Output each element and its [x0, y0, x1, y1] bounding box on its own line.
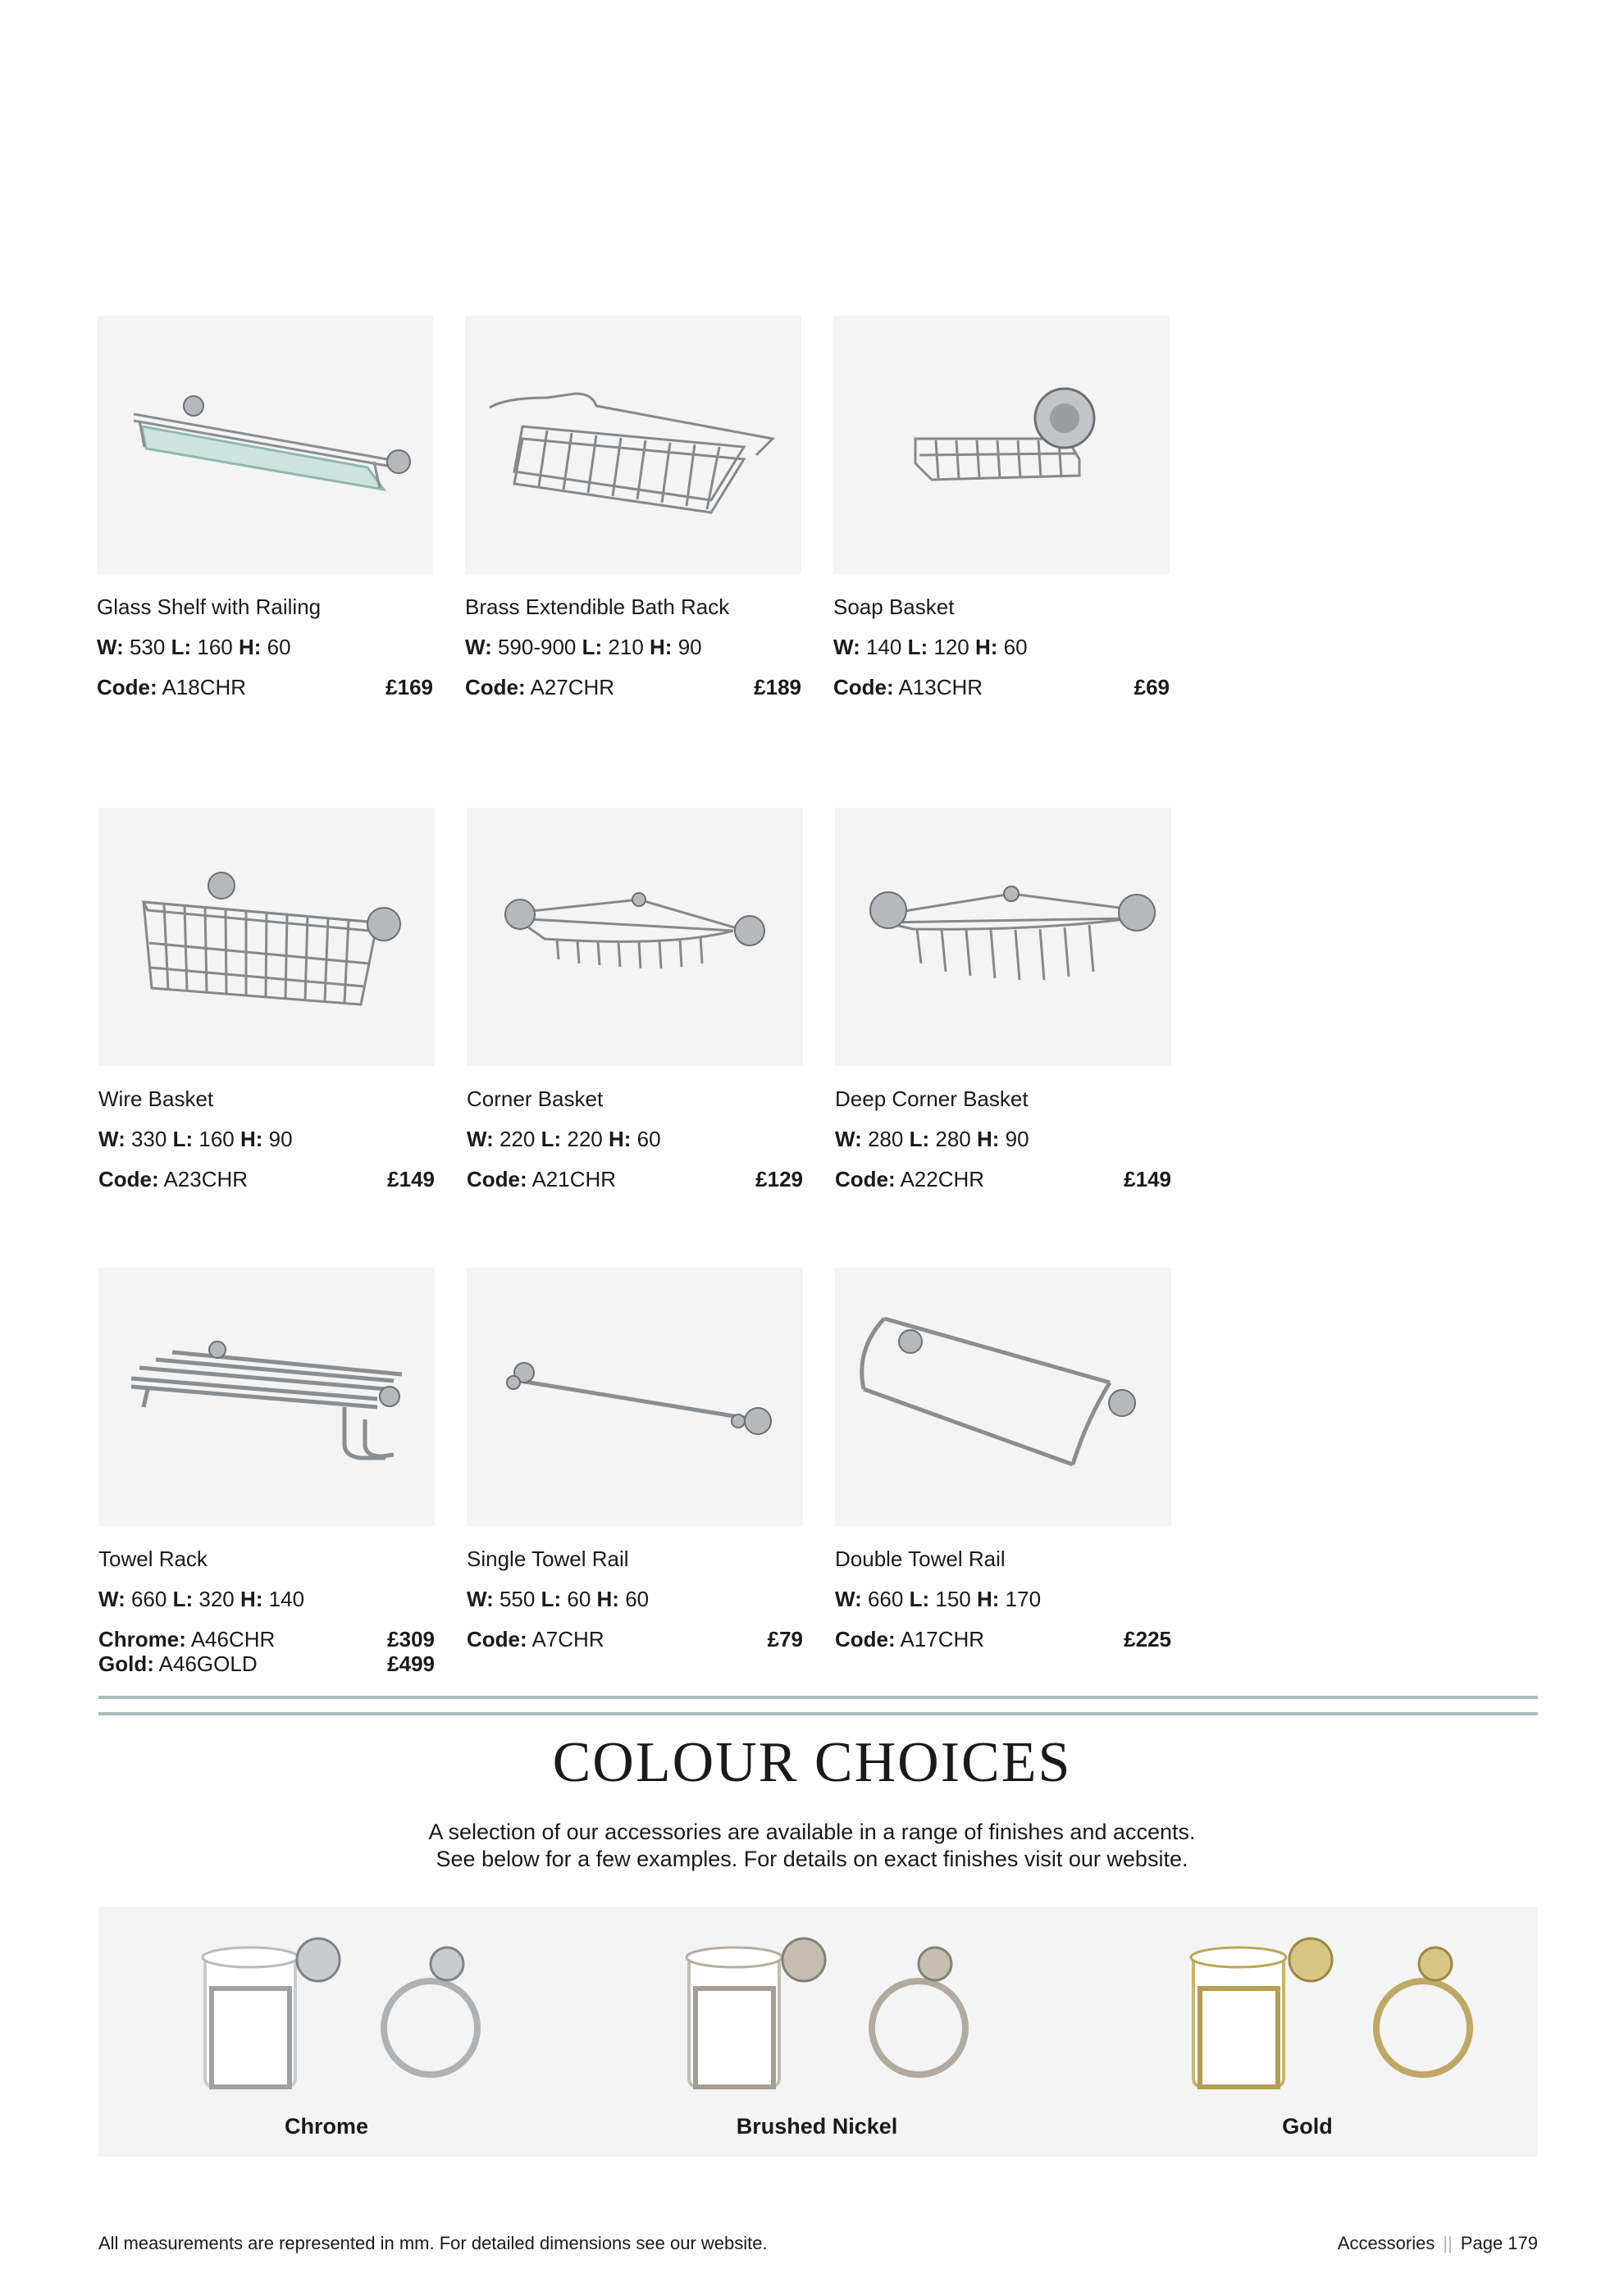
product-code-gold: Gold: A46GOLD: [98, 1651, 258, 1676]
gold-finish-image: [1191, 1938, 1470, 2087]
double-towel-rail-image: [835, 1268, 1171, 1526]
brushed-nickel-finish-image: [687, 1938, 965, 2087]
product-name: Double Towel Rail: [835, 1547, 1006, 1571]
product-name: Single Towel Rail: [467, 1547, 629, 1571]
product-dimensions: W: 590-900 L: 210 H: 90: [465, 635, 702, 659]
product-name: Glass Shelf with Railing: [97, 594, 322, 619]
product-card: [835, 808, 1171, 1191]
product-price: £69: [1134, 675, 1170, 699]
footer-section: Accessories: [1337, 2233, 1435, 2253]
product-price: £149: [387, 1167, 435, 1191]
product-code: Code: A13CHR: [833, 675, 983, 699]
product-code: Code: A27CHR: [465, 675, 615, 699]
product-code: Chrome: A46CHR: [98, 1627, 276, 1651]
section-divider: [98, 1712, 1538, 1715]
product-card: [833, 316, 1170, 699]
wire-basket-image: [98, 808, 435, 1066]
bath-rack-image: [465, 316, 801, 574]
product-name: Wire Basket: [98, 1086, 214, 1111]
corner-basket-image: [467, 808, 803, 1066]
product-price-gold: £499: [387, 1651, 435, 1676]
product-price: £189: [754, 675, 801, 699]
section-intro: A selection of our accessories are available in a range of finishes and accents. See below for a few examples. For details on exact finishes visit our website.: [428, 1820, 1196, 1871]
product-code: Code: A22CHR: [835, 1167, 985, 1191]
product-name: Soap Basket: [833, 594, 955, 619]
finish-label-gold: Gold: [1282, 2114, 1333, 2139]
single-towel-rail-image: [467, 1268, 803, 1526]
product-card: [465, 316, 801, 699]
page-number: Page 179: [1460, 2233, 1538, 2253]
deep-corner-basket-image: [835, 808, 1171, 1066]
section-title: COLOUR CHOICES: [552, 1731, 1072, 1794]
product-dimensions: W: 530 L: 160 H: 60: [97, 635, 291, 659]
footer-note: All measurements are represented in mm. For detailed dimensions see our website.: [98, 2233, 768, 2253]
product-dimensions: W: 330 L: 160 H: 90: [98, 1127, 293, 1151]
product-name: Corner Basket: [467, 1086, 604, 1111]
product-price: £169: [385, 675, 433, 699]
product-dimensions: W: 220 L: 220 H: 60: [467, 1127, 661, 1151]
product-code: Code: A17CHR: [835, 1627, 985, 1651]
towel-rack-image: [98, 1268, 435, 1526]
product-price: £129: [755, 1167, 803, 1191]
product-card: [98, 1268, 435, 1676]
product-card: [98, 808, 435, 1191]
glass-shelf-image: [97, 316, 433, 574]
product-dimensions: W: 660 L: 150 H: 170: [835, 1587, 1042, 1611]
footer-separator: ||: [1443, 2233, 1453, 2253]
footer-page-info: [1338, 2233, 1538, 2254]
product-price: £225: [1124, 1627, 1171, 1651]
product-name: Deep Corner Basket: [835, 1086, 1029, 1111]
finish-label-brushed-nickel: Brushed Nickel: [736, 2114, 898, 2139]
product-card: [467, 1268, 803, 1651]
product-dimensions: W: 140 L: 120 H: 60: [833, 635, 1028, 659]
product-price: £309: [387, 1627, 435, 1651]
product-card: [467, 808, 803, 1191]
product-code: Code: A18CHR: [97, 675, 247, 699]
product-card: [97, 316, 433, 699]
soap-basket-image: [833, 316, 1170, 574]
product-code: Code: A21CHR: [467, 1167, 617, 1191]
product-name: Towel Rack: [98, 1547, 208, 1571]
finish-label-chrome: Chrome: [284, 2114, 369, 2139]
product-price: £79: [767, 1627, 803, 1651]
product-name: Brass Extendible Bath Rack: [465, 594, 730, 619]
product-card: [835, 1268, 1171, 1651]
chrome-finish-image: [203, 1938, 477, 2087]
product-dimensions: W: 280 L: 280 H: 90: [835, 1127, 1029, 1151]
product-dimensions: W: 660 L: 320 H: 140: [98, 1587, 305, 1611]
product-code: Code: A7CHR: [467, 1627, 604, 1651]
product-code: Code: A23CHR: [98, 1167, 249, 1191]
section-divider: [98, 1696, 1538, 1699]
product-price: £149: [1124, 1167, 1171, 1191]
product-dimensions: W: 550 L: 60 H: 60: [467, 1587, 650, 1611]
